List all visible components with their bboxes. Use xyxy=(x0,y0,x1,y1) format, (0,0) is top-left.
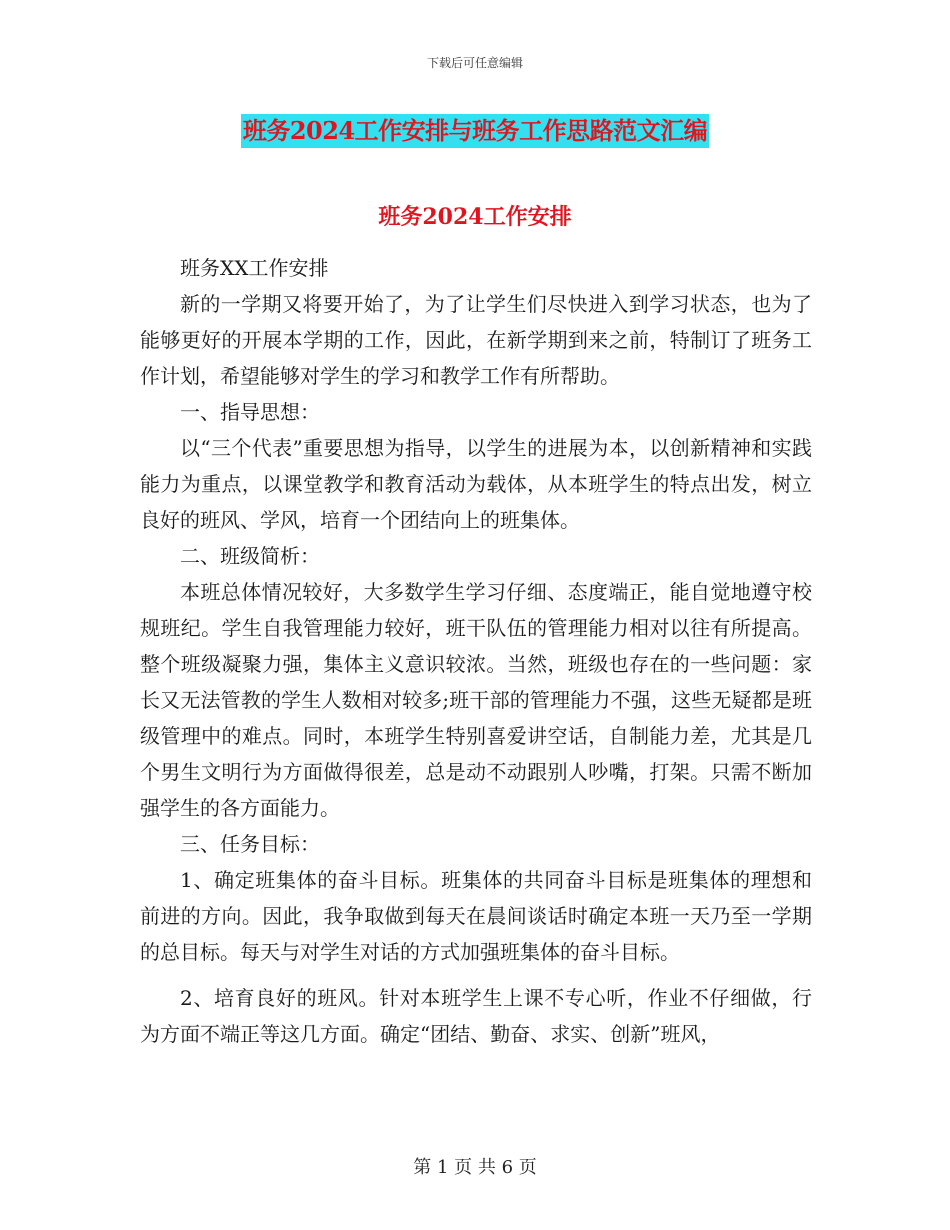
section-title: 班务2024工作安排 xyxy=(378,204,572,230)
body-text xyxy=(140,250,812,1052)
paragraph: 以“三个代表”重要思想为指导，以学生的进展为本，以创新精神和实践能力为重点，以课堂教学和教育活动为载体，从本班学生的特点出发，树立良好的班风、学风，培育一个团结向上的班集体。 xyxy=(140,436,812,532)
page-footer: 第 1 页 共 6 页 xyxy=(413,1157,537,1178)
main-title-wrap xyxy=(0,114,950,148)
paragraph: 1、确定班集体的奋斗目标。班集体的共同奋斗目标是班集体的理想和前进的方向。因此，我争取做到每天在晨间谈话时确定本班一天乃至一学期的总目标。每天与对学生对话的方式加强班集体的奋斗目标。 xyxy=(140,868,812,964)
header-note: 下载后可任意编辑 xyxy=(426,56,523,70)
heading-class-analysis: 二、班级简析： xyxy=(180,544,320,568)
heading-task-goals: 三、任务目标： xyxy=(180,832,320,856)
paragraph: 新的一学期又将要开始了，为了让学生们尽快进入到学习状态，也为了能够更好的开展本学期的工作，因此，在新学期到来之前，特制订了班务工作计划，希望能够对学生的学习和教学工作有所帮助。 xyxy=(140,292,812,388)
paragraph: 本班总体情况较好，大多数学生学习仔细、态度端正，能自觉地遵守校规班纪。学生自我管理能力较好，班干队伍的管理能力相对以往有所提高。整个班级凝聚力强，集体主义意识较浓。当然，班级也存在的一些问题：家长又无法管教的学生人数相对较多;班干部的管理能力不强，这些无疑都是班级管理中的难点。同时，本班学生特别喜爱讲空话，自制能力差，尤其是几个男生文明行为方面做得很差，总是动不动跟别人吵嘴，打架。只需不断加强学生的各方面能力。 xyxy=(140,580,812,820)
paragraph: 2、培育良好的班风。针对本班学生上课不专心听，作业不仔细做，行为方面不端正等这几方面。确定“团结、勤奋、求实、创新”班风， xyxy=(140,986,812,1046)
heading-guiding-thought: 一、指导思想： xyxy=(180,400,320,424)
main-title: 班务2024工作安排与班务工作思路范文汇编 xyxy=(241,114,709,148)
paragraph: 班务XX工作安排 xyxy=(180,256,329,280)
